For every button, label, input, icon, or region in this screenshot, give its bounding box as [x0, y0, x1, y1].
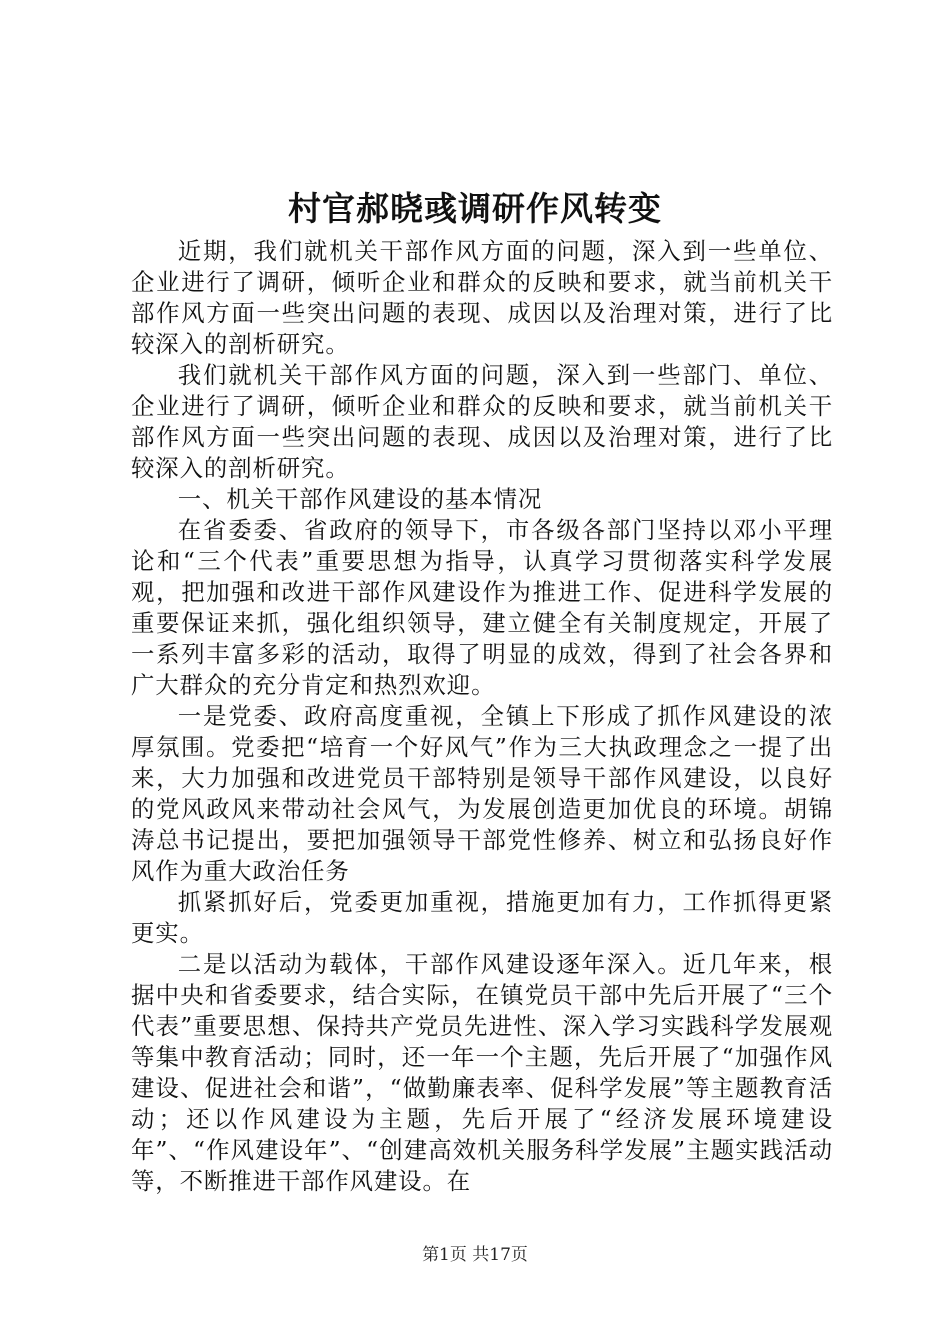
page-footer: 第1页 共17页 [422, 1245, 528, 1265]
section-heading: 一、机关干部作风建设的基本情况 [177, 485, 543, 513]
paragraph-research: 我们就机关干部作风方面的问题，深入到一些部门、单位、企业进行了调研，倾听企业和群众的反映和要求，就当前机关干部作风方面一些突出问题的表现、成因以及治理对策，进行了比较深入的剖析研究。 [131, 361, 833, 482]
paragraph-overview: 在省委委、省政府的领导下，市各级各部门坚持以邓小平理论和“三个代表”重要思想为指导，认真学习贯彻落实科学发展观，把加强和改进干部作风建设作为推进工作、促进科学发展的重要保证来抓，强化组织领导，建立健全有关制度规定，开展了一系列丰富多彩的活动，取得了明显的成效，得到了社会各界和广大群众的充分肯定和热烈欢迎。 [131, 516, 833, 699]
document-title: 村官郝晓彧调研作风转变 [288, 189, 662, 228]
paragraph-point-two: 二是以活动为载体，干部作风建设逐年深入。近几年来，根据中央和省委要求，结合实际，在镇党员干部中先后开展了“三个代表”重要思想、保持共产党员先进性、深入学习实践科学发展观等集中教育活动；同时，还一年一个主题，先后开展了“加强作风建设、促进社会和谐”，“做勤廉表率、促科学发展”等主题教育活动；还以作风建设为主题，先后开展了“经济发展环境建设年”、“作风建设年”、“创建高效机关服务科学发展”主题实践活动等，不断推进干部作风建设。在 [131, 950, 833, 1195]
document-body [131, 236, 833, 1197]
paragraph-intro: 近期，我们就机关干部作风方面的问题，深入到一些单位、企业进行了调研，倾听企业和群众的反映和要求，就当前机关干部作风方面一些突出问题的表现、成因以及治理对策，进行了比较深入的剖析研究。 [131, 237, 833, 358]
paragraph-point-one: 一是党委、政府高度重视，全镇上下形成了抓作风建设的浓厚氛围。党委把“培育一个好风气”作为三大执政理念之一提了出来，大力加强和改进党员干部特别是领导干部作风建设，以良好的党风政风来带动社会风气，为发展创造更加优良的环境。胡锦涛总书记提出，要把加强领导干部党性修养、树立和弘扬良好作风作为重大政治任务 [131, 702, 833, 885]
paragraph-follow-up: 抓紧抓好后，党委更加重视，措施更加有力，工作抓得更紧更实。 [131, 888, 833, 947]
